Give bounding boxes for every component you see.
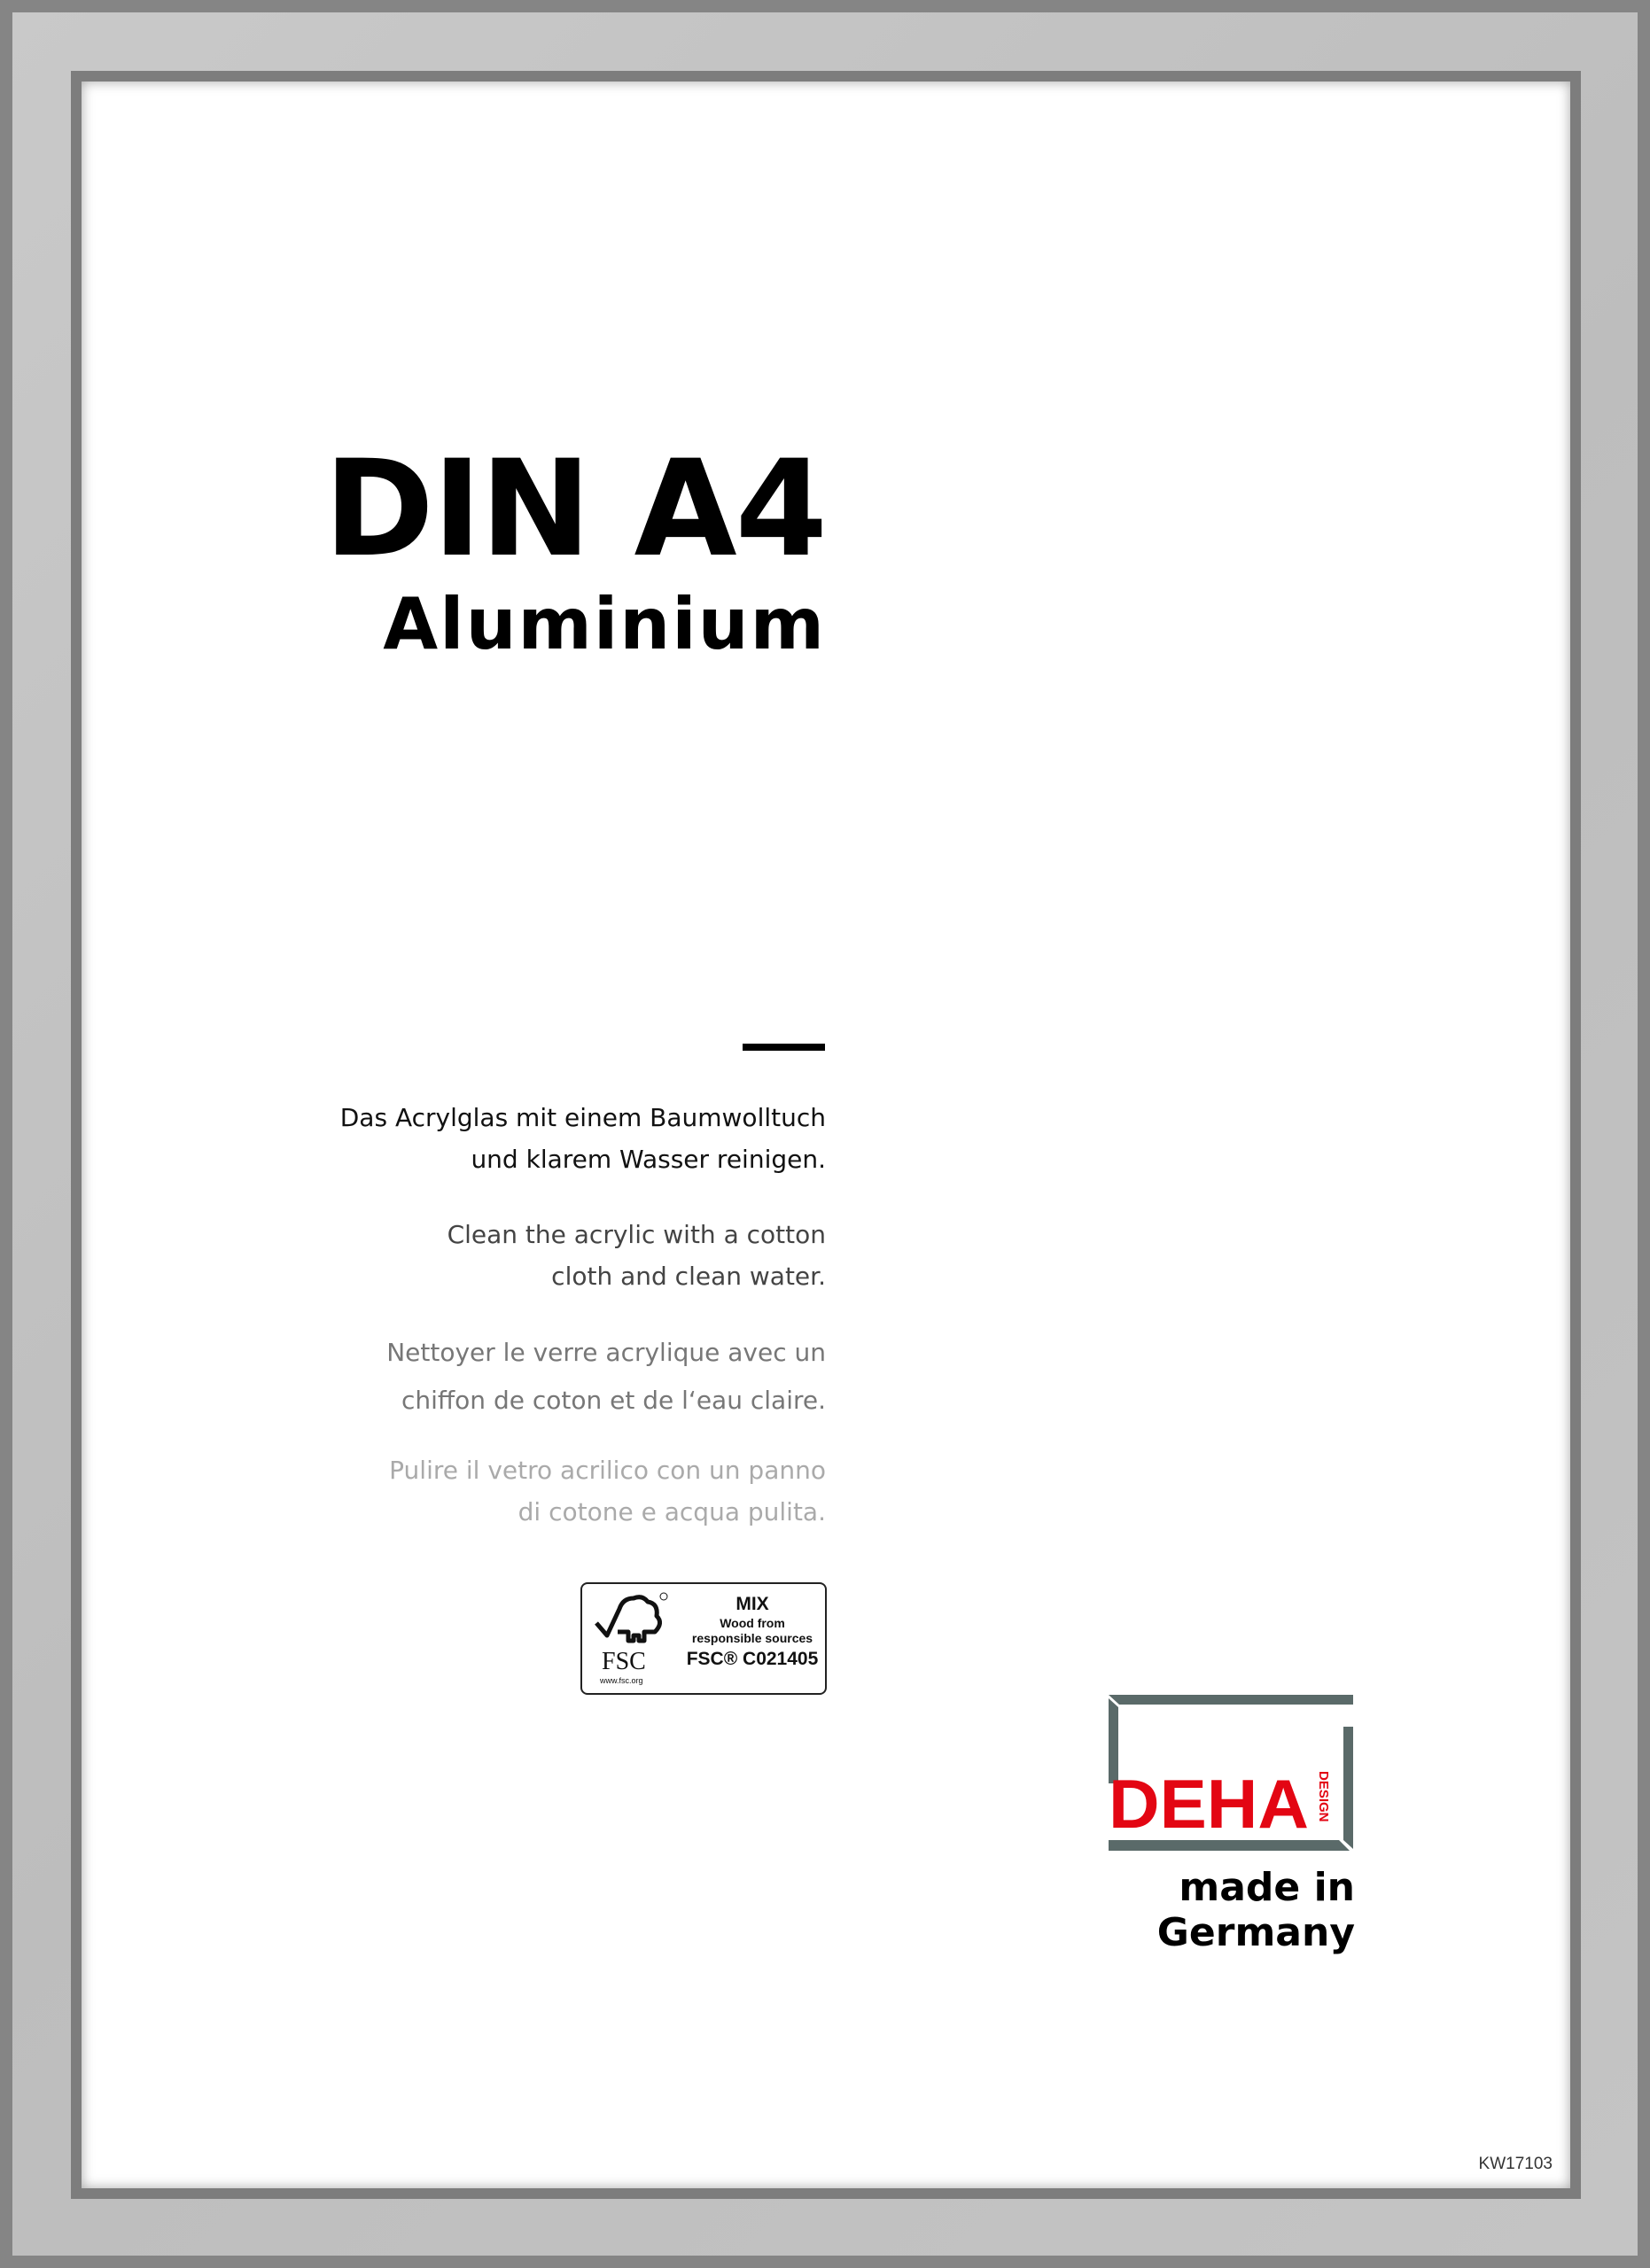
instructions-french bbox=[386, 1329, 826, 1425]
fsc-logo-word: FSC bbox=[602, 1648, 646, 1675]
fsc-label bbox=[580, 1582, 827, 1695]
instructions-english bbox=[448, 1214, 826, 1297]
instruction-line: di cotone e acqua pulita. bbox=[518, 1497, 826, 1526]
deha-design-logo bbox=[1107, 1693, 1355, 1852]
fsc-text-block bbox=[681, 1593, 823, 1673]
instruction-line: cloth and clean water. bbox=[551, 1262, 826, 1291]
instruction-line: chiffon de coton et de l‘eau claire. bbox=[401, 1386, 826, 1415]
format-title: DIN A4 bbox=[323, 432, 826, 586]
instructions-italian bbox=[389, 1449, 826, 1533]
instruction-line: Clean the acrylic with a cotton bbox=[447, 1220, 826, 1249]
fsc-url: www.fsc.org bbox=[600, 1676, 643, 1685]
made-in-germany-tagline: made in Germany bbox=[1156, 1865, 1355, 1955]
instruction-line: Nettoyer le verre acrylique avec un bbox=[386, 1338, 826, 1367]
article-number: KW17103 bbox=[1478, 2155, 1553, 2173]
svg-text:DEHA: DEHA bbox=[1109, 1765, 1309, 1843]
instruction-line: Das Acrylglas mit einem Baumwolltuch bbox=[339, 1103, 826, 1132]
fsc-wood-line: Wood from bbox=[720, 1616, 785, 1630]
fsc-wood-line: responsible sources bbox=[691, 1631, 813, 1645]
fsc-license-code: FSC® C021405 bbox=[686, 1649, 819, 1669]
instruction-line: Pulire il vetro acrilico con un panno bbox=[389, 1456, 826, 1485]
fsc-tree-check-icon bbox=[593, 1591, 673, 1653]
divider-dash bbox=[743, 1044, 825, 1051]
svg-text:DESIGN: DESIGN bbox=[1316, 1771, 1331, 1822]
instruction-line: und klarem Wasser reinigen. bbox=[471, 1145, 826, 1174]
fsc-mix: MIX bbox=[735, 1594, 769, 1614]
material-subtitle: Aluminium bbox=[383, 583, 826, 665]
instructions-german bbox=[340, 1097, 826, 1180]
